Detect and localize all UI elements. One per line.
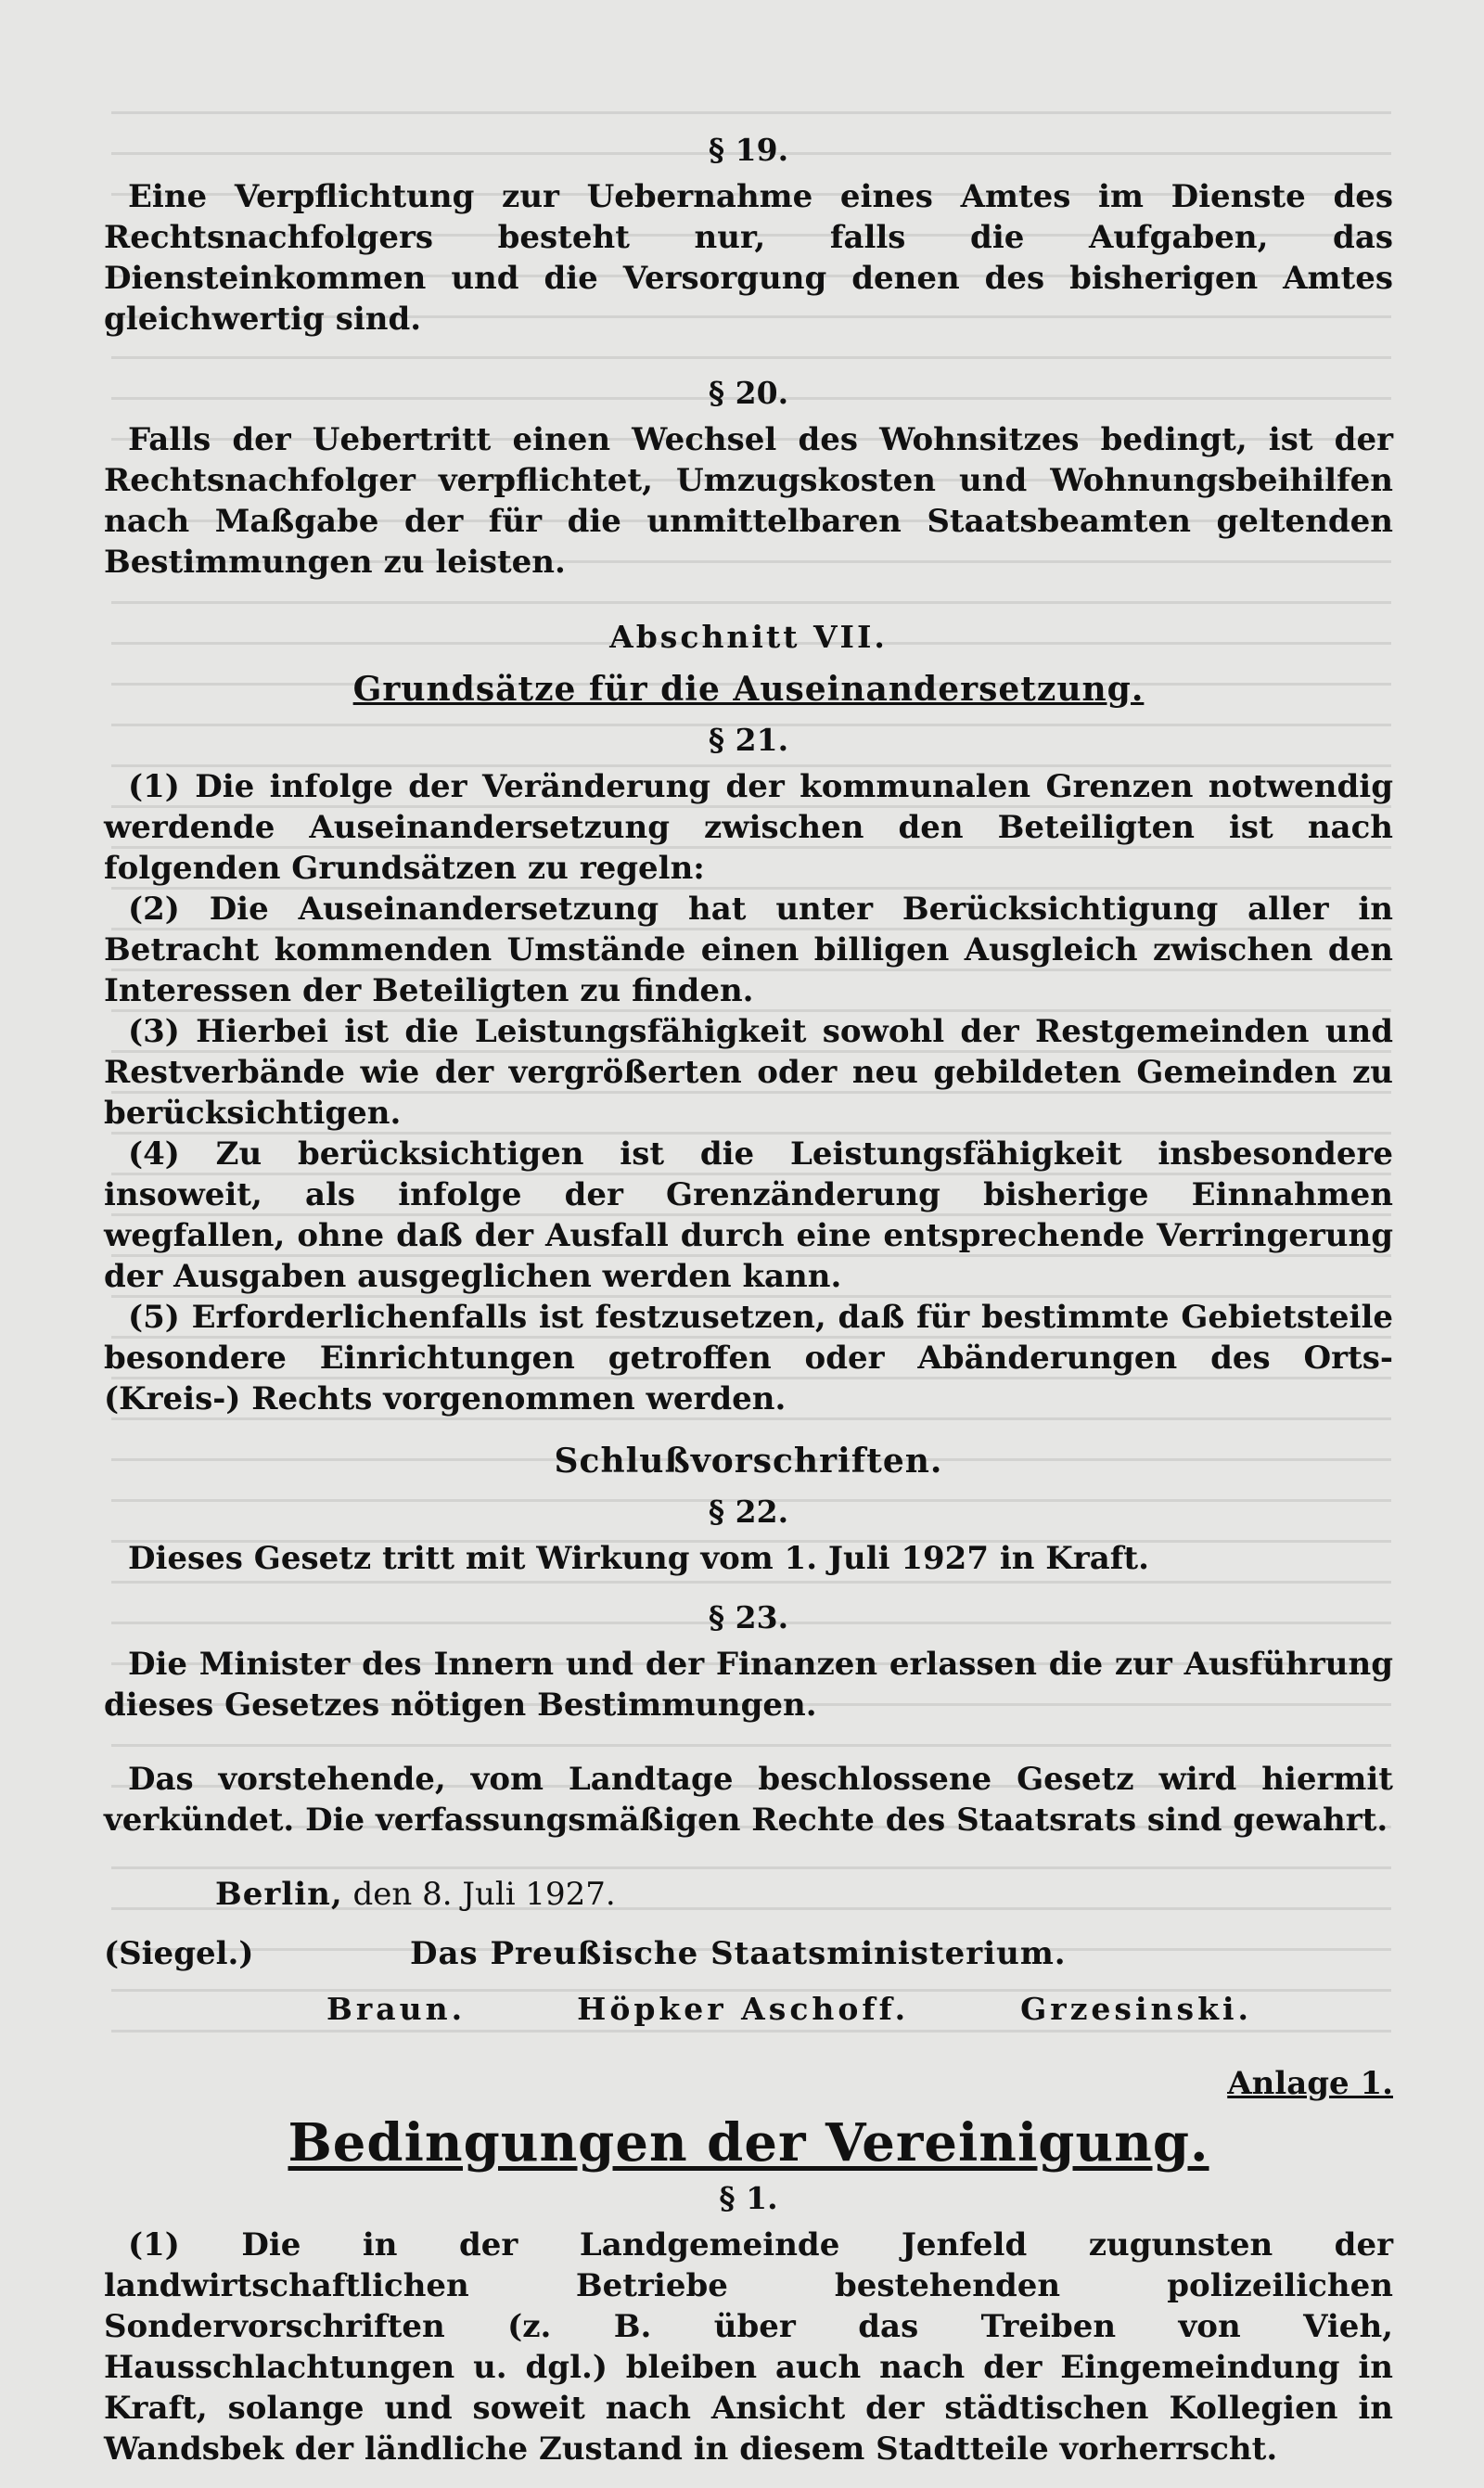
seal-row (104, 1933, 1393, 1974)
section-19-text: Eine Verpflichtung zur Uebernahme eines Amtes im Dienste des Rechtsnachfolgers besteht nur, falls die Aufgaben, das Diensteinkommen und die Versorgung denen des bisherigen Amtes gleichwertig sind. (104, 178, 1393, 338)
abschnitt-label: Abschnitt VII. (609, 619, 888, 655)
section-23-heading: § 23. (708, 1599, 789, 1635)
signatories (104, 1989, 1393, 2030)
section-21-para-3: (3) Hierbei ist die Leistungsfähigkeit sowohl der Restgemeinden und Restverbände wie der vergrößerten oder neu gebildeten Gemeinden zu berücksichtigen. (104, 1013, 1393, 1132)
annex-section-1-para-1: (1) Die in der Landgemeinde Jenfeld zugunsten der landwirtschaftlichen Betriebe bestehenden polizeilichen Sondervorschriften (z. B. über das Treiben von Vieh, Hausschlachtungen u. dgl.) bleiben auch nach der Eingemeindung in Kraft, solange und soweit nach Ansicht der städtischen Kollegien in Wandsbek der ländliche Zustand in diesem Stadtteile vorherrscht. (104, 2226, 1393, 2468)
section-22-text: Dieses Gesetz tritt mit Wirkung vom 1. Juli 1927 in Kraft. (128, 1540, 1149, 1577)
section-19-heading: § 19. (708, 132, 789, 168)
date-place: Berlin, (215, 1876, 343, 1913)
abschnitt-title (104, 666, 1393, 712)
signatory: Höpker Aschoff. (577, 1991, 910, 2027)
annex-title: Bedingungen der Vereinigung. (288, 2112, 1209, 2174)
signatory: Grzesinski. (1020, 1991, 1253, 2027)
date-line (104, 1874, 1393, 1915)
annex-section-1-heading: § 1. (719, 2180, 778, 2216)
section-21-para-1: (1) Die infolge der Veränderung der kommunalen Grenzen notwendig werdende Auseinandersetzung zwischen den Beteiligten ist nach folgenden Grundsätzen zu regeln: (104, 768, 1393, 887)
date-text: den 8. Juli 1927. (342, 1876, 616, 1913)
promulgation-text: Das vorstehende, vom Landtage beschlossene Gesetz wird hiermit verkündet. Die verfassungsmäßigen Rechte des Staatsrats sind gewahrt. (104, 1761, 1393, 1839)
section-20-text: Falls der Uebertritt einen Wechsel des Wohnsitzes bedingt, ist der Rechtsnachfolger verpflichtet, Umzugskosten und Wohnungsbeihilfen nach Maßgabe der für die unmittelbaren Staatsbeamten geltenden Bestimmungen zu leisten. (104, 421, 1393, 581)
section-22-heading: § 22. (708, 1494, 789, 1530)
final-provisions-title: Schlußvorschriften. (554, 1442, 943, 1481)
section-21-para-4: (4) Zu berücksichtigen ist die Leistungsfähigkeit insbesondere insoweit, als infolge der Grenzänderung bisherige Einnahmen wegfallen, ohne daß der Ausfall durch eine entsprechende Verringerung der Ausgaben ausgeglichen werden kann. (104, 1135, 1393, 1295)
seal-label: (Siegel.) (104, 1935, 254, 1972)
section-23-text: Die Minister des Innern und der Finanzen erlassen die zur Ausführung dieses Gesetzes nötigen Bestimmungen. (104, 1646, 1393, 1724)
section-21-heading: § 21. (708, 722, 789, 758)
section-21-para-2: (2) Die Auseinandersetzung hat unter Berücksichtigung aller in Betracht kommenden Umstände einen billigen Ausgleich zwischen den Interessen der Beteiligten zu finden. (104, 891, 1393, 1009)
document-content (104, 130, 1393, 2469)
abschnitt-title-text: Grundsätze für die Auseinandersetzung. (352, 670, 1145, 709)
section-20-heading: § 20. (708, 375, 789, 411)
annex-label: Anlage 1. (1227, 2065, 1393, 2102)
section-21-para-5: (5) Erforderlichenfalls ist festzusetzen, daß für bestimmte Gebietsteile besondere Einrichtungen getroffen oder Abänderungen des Orts- (Kreis-) Rechts vorgenommen werden. (104, 1299, 1393, 1417)
signatory: Braun. (326, 1991, 467, 2027)
ministry-name: Das Preußische Staatsministerium. (410, 1935, 1067, 1972)
